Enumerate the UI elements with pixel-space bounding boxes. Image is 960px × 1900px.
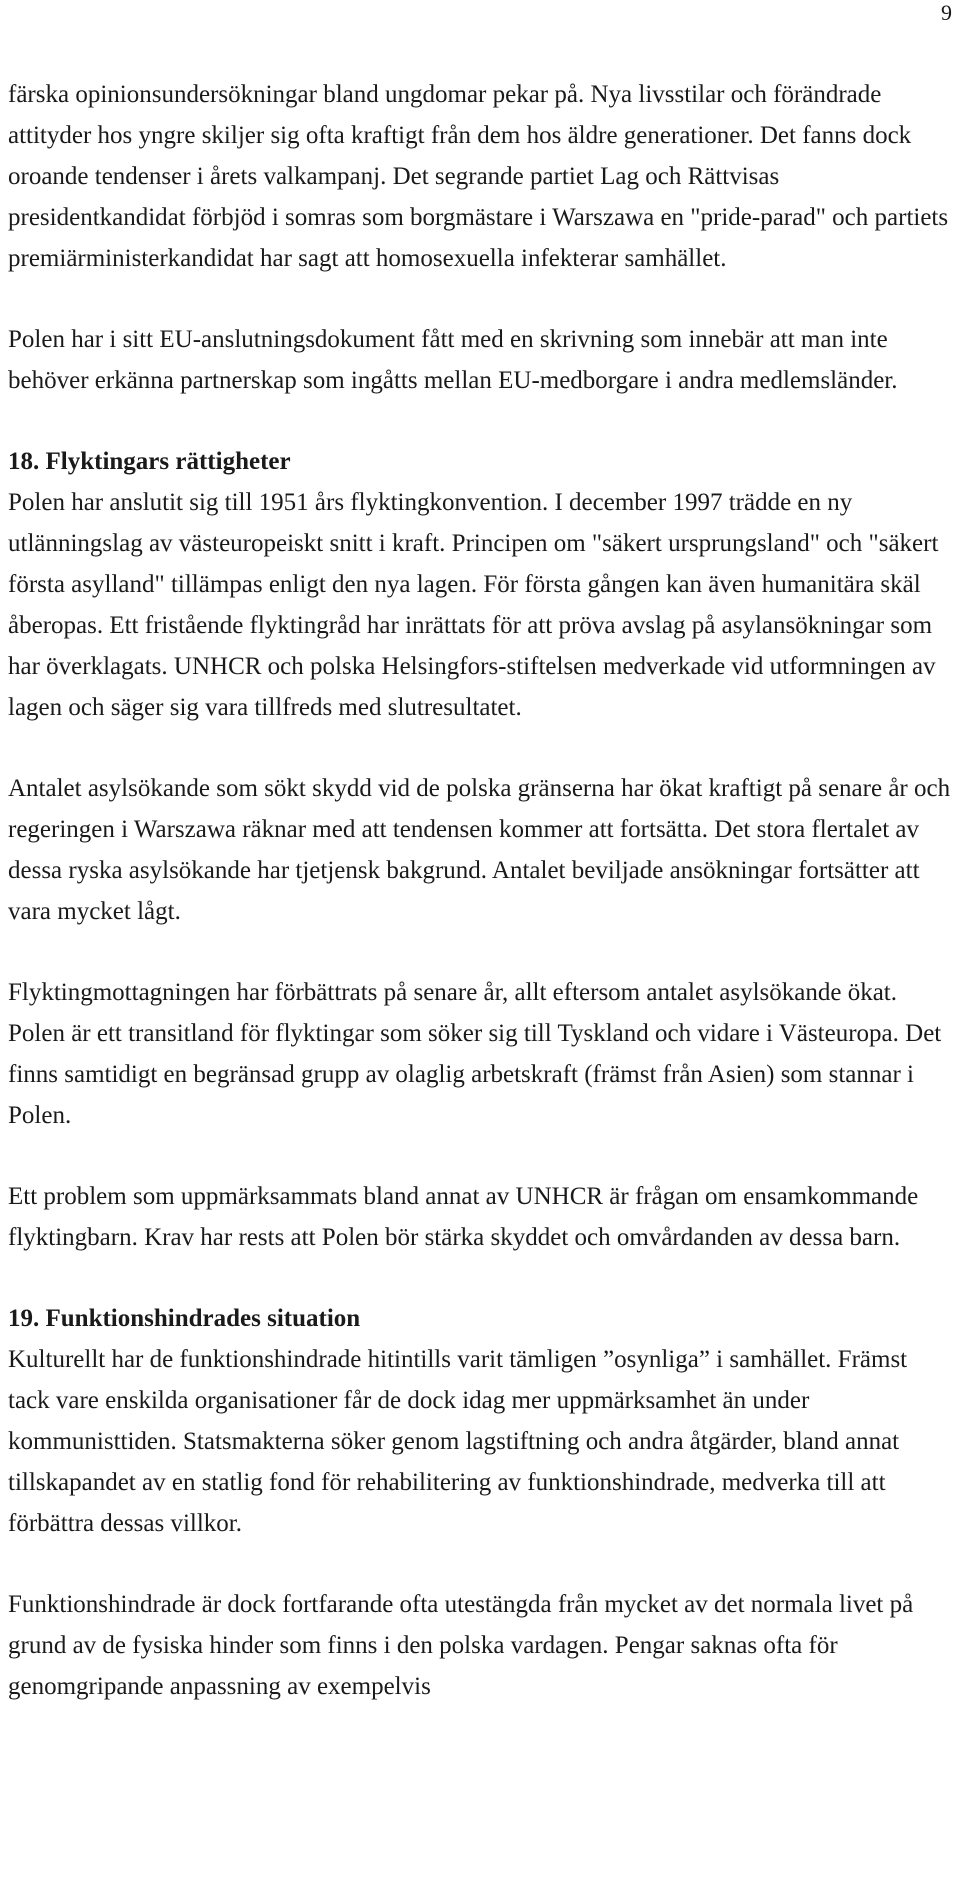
paragraph: Polen har anslutit sig till 1951 års flyktingkonvention. I december 1997 trädde en ny utlänningslag av västeuropeiskt snitt i kraft. Principen om "säkert ursprungsland" och "säkert första asylland" tillämpas enligt den nya lagen. För första gången kan även humanitära skäl åberopas. Ett fristående flyktingråd har inrättats för att pröva avslag på asylansökningar som har överklagats. UNHCR och polska Helsingfors-stiftelsen medverkade vid utformningen av lagen och säger sig vara tillfreds med slutresultatet. bbox=[8, 489, 939, 721]
page-number: 9 bbox=[941, 0, 952, 25]
section-heading-19: 19. Funktionshindrades situation bbox=[8, 1305, 361, 1332]
paragraph: Flyktingmottagningen har förbättrats på senare år, allt eftersom antalet asylsökande ökat. Polen är ett transitland för flyktingar som söker sig till Tyskland och vidare i Västeuropa. Det finns samtidigt en begränsad grupp av olaglig arbetskraft (främst från Asien) som stannar i Polen. bbox=[8, 979, 942, 1129]
section-heading-18: 18. Flyktingars rättigheter bbox=[8, 448, 291, 475]
paragraph: färska opinionsundersökningar bland ungdomar pekar på. Nya livsstilar och förändrade attityder hos yngre skiljer sig ofta kraftigt från dem hos äldre generationer. Det fanns dock oroande tendenser i årets valkampanj. Det segrande partiet Lag och Rättvisas presidentkandidat förbjöd i somras som borgmästare i Warszawa en "pride-parad" och partiets premiärministerkandidat har sagt att homosexuella infekterar samhället. bbox=[8, 81, 949, 272]
paragraph: Polen har i sitt EU-anslutningsdokument fått med en skrivning som innebär att man inte behöver erkänna partnerskap som ingåtts mellan EU-medborgare i andra medlemsländer. bbox=[8, 326, 898, 394]
paragraph: Ett problem som uppmärksammats bland annat av UNHCR är frågan om ensamkommande flyktingbarn. Krav har rests att Polen bör stärka skyddet och omvårdanden av dessa barn. bbox=[8, 1183, 919, 1251]
paragraph: Antalet asylsökande som sökt skydd vid de polska gränserna har ökat kraftigt på senare år och regeringen i Warszawa räknar med att tendensen kommer att fortsätta. Det stora flertalet av dessa ryska asylsökande har tjetjensk bakgrund. Antalet beviljade ansökningar fortsätter att vara mycket lågt. bbox=[8, 775, 951, 925]
paragraph: Funktionshindrade är dock fortfarande ofta utestängda från mycket av det normala livet på grund av de fysiska hinder som finns i den polska vardagen. Pengar saknas ofta för genomgripande anpassning av exempelvis bbox=[8, 1591, 914, 1700]
paragraph: Kulturellt har de funktionshindrade hitintills varit tämligen ”osynliga” i samhället. Främst tack vare enskilda organisationer får de dock idag mer uppmärksamhet än under kommunisttiden. Statsmakterna söker genom lagstiftning och andra åtgärder, bland annat tillskapandet av en statlig fond för rehabilitering av funktionshindrade, medverka till att förbättra dessas villkor. bbox=[8, 1346, 908, 1537]
document-body bbox=[8, 74, 953, 1747]
